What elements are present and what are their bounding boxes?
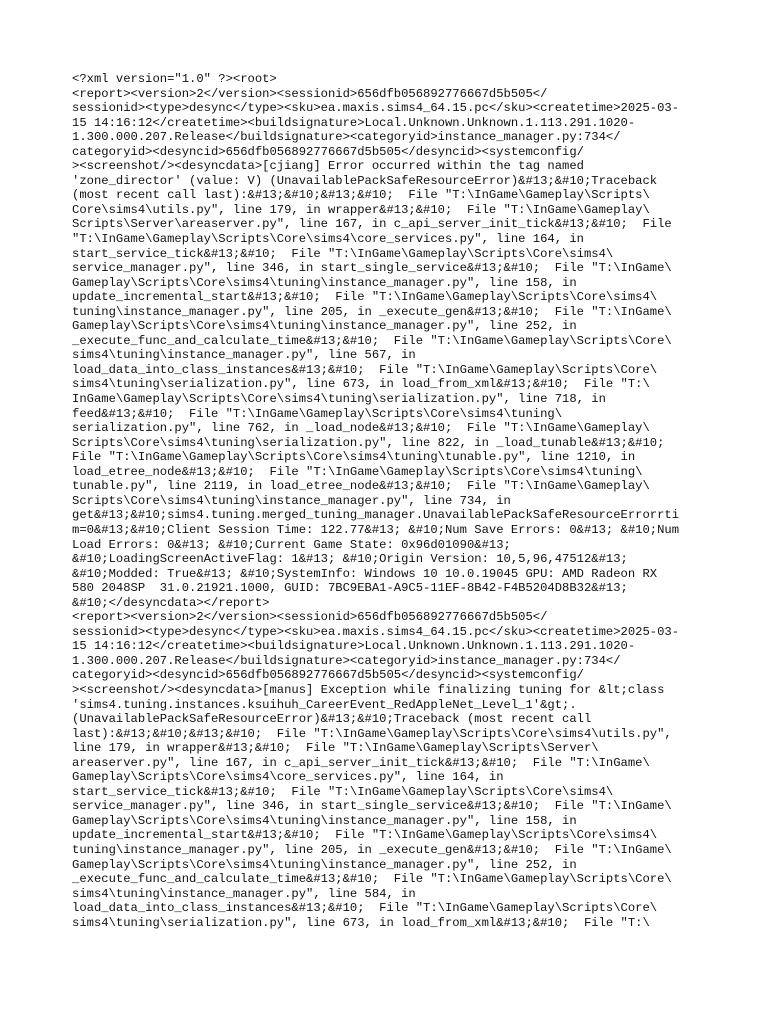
text-line: sims4\tuning\serialization.py", line 673, in load_from_xml&#13;&#10; File "T:\	[72, 377, 650, 392]
text-line: sessionid><type>desync</type><sku>ea.maxis.sims4_64.15.pc</sku><createtime>2025-03-	[72, 624, 680, 639]
text-line: update_incremental_start&#13;&#10; File "T:\InGame\Gameplay\Scripts\Core\sims4\	[72, 290, 658, 305]
text-line: &#10;</desyncdata></report>	[72, 595, 270, 610]
text-line: Scripts\Server\areaserver.py", line 167, in c_api_server_init_tick&#13;&#10; File	[72, 217, 672, 232]
text-line: service_manager.py", line 346, in start_single_service&#13;&#10; File "T:\InGame\	[72, 799, 672, 814]
text-line: get&#13;&#10;sims4.tuning.merged_tuning_manager.UnavailablePackSafeResourceErrorrti	[72, 508, 680, 523]
text-line: Core\sims4\utils.py", line 179, in wrapper&#13;&#10; File "T:\InGame\Gameplay\	[72, 202, 650, 217]
text-line: m=0&#13;&#10;Client Session Time: 122.77&#13; &#10;Num Save Errors: 0&#13; &#10;Num	[72, 522, 680, 537]
text-line: Gameplay\Scripts\Core\sims4\tuning\instance_manager.py", line 158, in	[72, 275, 577, 290]
text-line: _execute_func_and_calculate_time&#13;&#10; File "T:\InGame\Gameplay\Scripts\Core\	[72, 872, 672, 887]
text-line: load_data_into_class_instances&#13;&#10; File "T:\InGame\Gameplay\Scripts\Core\	[72, 901, 658, 916]
text-line: sessionid><type>desync</type><sku>ea.maxis.sims4_64.15.pc</sku><createtime>2025-03-	[72, 101, 680, 116]
text-line: load_data_into_class_instances&#13;&#10; File "T:\InGame\Gameplay\Scripts\Core\	[72, 362, 658, 377]
text-line: service_manager.py", line 346, in start_single_service&#13;&#10; File "T:\InGame\	[72, 261, 672, 276]
text-line: ><screenshot/><desyncdata>[cjiang] Error occurred within the tag named	[72, 159, 584, 174]
text-line: 15 14:16:12</createtime><buildsignature>Local.Unknown.Unknown.1.113.291.1020-	[72, 639, 636, 654]
text-line: start_service_tick&#13;&#10; File "T:\InGame\Gameplay\Scripts\Core\sims4\	[72, 784, 614, 799]
text-line: last):&#13;&#10;&#13;&#10; File "T:\InGame\Gameplay\Scripts\Core\sims4\utils.py",	[72, 726, 672, 741]
text-line: "T:\InGame\Gameplay\Scripts\Core\sims4\core_services.py", line 164, in	[72, 232, 584, 247]
text-line: _execute_func_and_calculate_time&#13;&#10; File "T:\InGame\Gameplay\Scripts\Core\	[72, 333, 672, 348]
text-line: <?xml version="1.0" ?><root>	[72, 72, 277, 86]
text-line: sims4\tuning\instance_manager.py", line 567, in	[72, 348, 416, 363]
text-line: Gameplay\Scripts\Core\sims4\tuning\instance_manager.py", line 252, in	[72, 319, 577, 334]
text-line: update_incremental_start&#13;&#10; File "T:\InGame\Gameplay\Scripts\Core\sims4\	[72, 828, 658, 843]
text-line: categoryid><desyncid>656dfb056892776667d5b505</desyncid><systemconfig/	[72, 668, 584, 683]
text-line: Scripts\Core\sims4\tuning\serialization.py", line 822, in _load_tunable&#13;&#10;	[72, 435, 665, 450]
text-line: <report><version>2</version><sessionid>656dfb056892776667d5b505</	[72, 610, 548, 625]
text-line: tuning\instance_manager.py", line 205, in _execute_gen&#13;&#10; File "T:\InGame\	[72, 304, 672, 319]
text-line: categoryid><desyncid>656dfb056892776667d5b505</desyncid><systemconfig/	[72, 144, 584, 159]
text-line: sims4\tuning\instance_manager.py", line 584, in	[72, 886, 416, 901]
text-line: tunable.py", line 2119, in load_etree_node&#13;&#10; File "T:\InGame\Gameplay\	[72, 479, 650, 494]
text-line: Gameplay\Scripts\Core\sims4\core_services.py", line 164, in	[72, 770, 504, 785]
text-line: load_etree_node&#13;&#10; File "T:\InGame\Gameplay\Scripts\Core\sims4\tuning\	[72, 464, 643, 479]
text-line: 15 14:16:12</createtime><buildsignature>Local.Unknown.Unknown.1.113.291.1020-	[72, 115, 636, 130]
text-line: 580 2048SP 31.0.21921.1000, GUID: 7BC9EBA1-A9C5-11EF-8B42-F4B5204D8B32&#13;	[72, 581, 628, 596]
document-page	[72, 72, 704, 945]
text-line: Load Errors: 0&#13; &#10;Current Game State: 0x96d01090&#13;	[72, 537, 511, 552]
text-line: 1.300.000.207.Release</buildsignature><categoryid>instance_manager.py:734</	[72, 130, 621, 145]
text-line: &#10;LoadingScreenActiveFlag: 1&#13; &#10;Origin Version: 10,5,96,47512&#13;	[72, 552, 628, 567]
text-line: feed&#13;&#10; File "T:\InGame\Gameplay\Scripts\Core\sims4\tuning\	[72, 406, 563, 421]
text-line: 1.300.000.207.Release</buildsignature><categoryid>instance_manager.py:734</	[72, 653, 621, 668]
text-line: File "T:\InGame\Gameplay\Scripts\Core\sims4\tuning\tunable.py", line 1210, in	[72, 450, 636, 465]
text-line: line 179, in wrapper&#13;&#10; File "T:\InGame\Gameplay\Scripts\Server\	[72, 741, 599, 756]
text-line: Gameplay\Scripts\Core\sims4\tuning\instance_manager.py", line 252, in	[72, 857, 577, 872]
text-line: tuning\instance_manager.py", line 205, in _execute_gen&#13;&#10; File "T:\InGame\	[72, 842, 672, 857]
text-line: 'zone_director' (value: V) (UnavailablePackSafeResourceError)&#13;&#10;Traceback	[72, 173, 658, 188]
text-line: InGame\Gameplay\Scripts\Core\sims4\tuning\serialization.py", line 718, in	[72, 392, 606, 407]
text-line: areaserver.py", line 167, in c_api_server_init_tick&#13;&#10; File "T:\InGame\	[72, 755, 650, 770]
text-line: <report><version>2</version><sessionid>656dfb056892776667d5b505</	[72, 86, 548, 101]
text-line: (UnavailablePackSafeResourceError)&#13;&#10;Traceback (most recent call	[72, 712, 592, 727]
text-line: serialization.py", line 762, in _load_node&#13;&#10; File "T:\InGame\Gameplay\	[72, 421, 650, 436]
text-line: (most recent call last):&#13;&#10;&#13;&#10; File "T:\InGame\Gameplay\Scripts\	[72, 188, 650, 203]
text-line: start_service_tick&#13;&#10; File "T:\InGame\Gameplay\Scripts\Core\sims4\	[72, 246, 614, 261]
text-line: &#10;Modded: True&#13; &#10;SystemInfo: Windows 10 10.0.19045 GPU: AMD Radeon RX	[72, 566, 658, 581]
text-line: 'sims4.tuning.instances.ksuihuh_CareerEvent_RedAppleNet_Level_1'&gt;.	[72, 697, 577, 712]
text-line: Scripts\Core\sims4\tuning\instance_manager.py", line 734, in	[72, 493, 511, 508]
text-line: sims4\tuning\serialization.py", line 673, in load_from_xml&#13;&#10; File "T:\	[72, 915, 650, 930]
text-line: Gameplay\Scripts\Core\sims4\tuning\instance_manager.py", line 158, in	[72, 813, 577, 828]
text-line: ><screenshot/><desyncdata>[manus] Exception while finalizing tuning for &lt;class	[72, 682, 665, 697]
text-line	[72, 930, 704, 945]
